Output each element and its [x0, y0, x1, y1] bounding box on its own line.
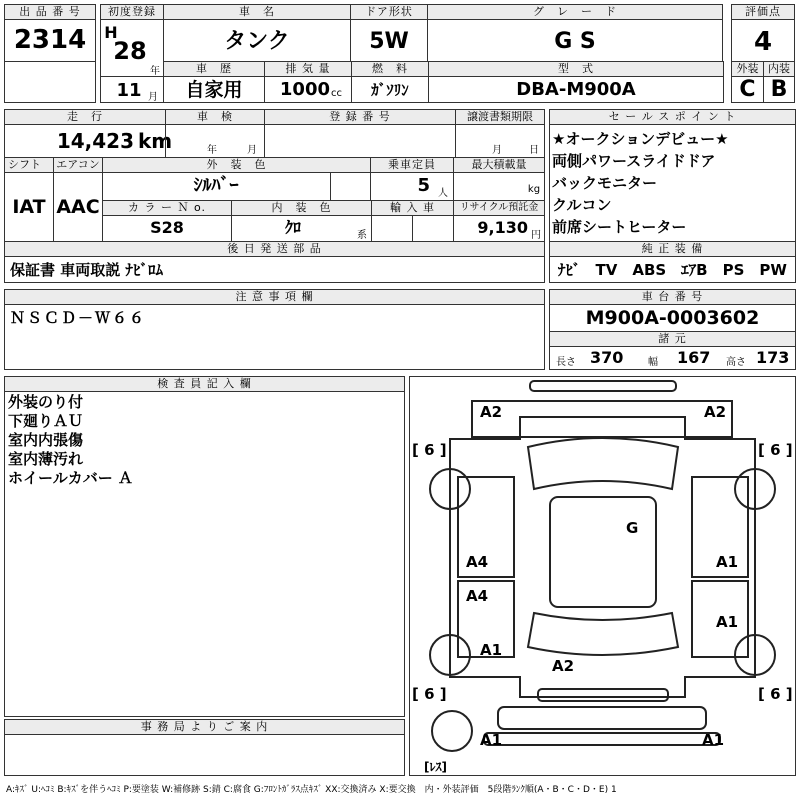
height-label: 高さ: [726, 357, 746, 368]
interior-label: 内装: [763, 61, 795, 77]
capacity-label: 乗車定員: [370, 157, 454, 173]
mark-g: G: [626, 519, 639, 537]
condition-diagram: [409, 376, 796, 776]
aircon-value: AAC: [56, 196, 100, 218]
model-code-label: 型 式: [428, 61, 724, 77]
roof: [550, 497, 656, 607]
length-value: 370: [590, 348, 624, 367]
mileage-unit: km: [138, 129, 173, 153]
int-color-suffix: 系: [357, 230, 367, 241]
history-value: 自家用: [185, 79, 243, 101]
dimensions-label: 諸 元: [549, 331, 796, 347]
rear-panel: [498, 707, 706, 729]
recycle-unit: 円: [531, 230, 541, 241]
ext-color-value: ｼﾙﾊﾞｰ: [193, 175, 239, 196]
later-items-label: 後 日 発 送 部 品: [4, 241, 545, 257]
ext-color-divider: [330, 173, 331, 200]
mark-tire-rl: [ 6 ]: [412, 685, 447, 703]
max-load-unit: kg: [527, 184, 541, 195]
inspection-year-unit: 年: [207, 145, 217, 156]
grade-value: G S: [554, 29, 596, 54]
interior-value: B: [770, 77, 788, 102]
sales-point-item: 両側パワースライドドア: [552, 152, 716, 170]
displacement-unit: cc: [331, 88, 342, 99]
exterior-label: 外装: [731, 61, 764, 77]
spare-tire: [432, 711, 472, 751]
lot-no-label: 出 品 番 号: [4, 4, 96, 20]
first-reg-month: 11: [116, 80, 142, 101]
model-code-value: DBA-M900A: [516, 79, 636, 100]
inspector-line: ホイールカバー Ａ: [8, 469, 133, 487]
grade-label: グ レ ー ド: [427, 4, 723, 20]
mileage-value: 14,423: [56, 129, 134, 153]
transfer-month-unit: 月: [492, 145, 502, 156]
hood-outline: [472, 401, 732, 437]
width-value: 167: [677, 348, 711, 367]
first-reg-year-unit: 年: [150, 66, 160, 77]
later-items-value: 保証書 車両取説 ﾅﾋﾞﾛﾑ: [10, 261, 163, 279]
mark-a1-right-upper: A1: [716, 553, 739, 571]
recycle-value: 9,130: [477, 218, 528, 237]
score-label: 評価点: [731, 4, 795, 20]
equipment-label: 純 正 装 備: [549, 241, 796, 257]
transfer-day-unit: 日: [529, 145, 539, 156]
office-label: 事 務 局 よ り ご 案 内: [4, 719, 405, 735]
car-diagram-svg: [410, 377, 795, 775]
first-reg-year: 28: [113, 37, 147, 65]
score-value: 4: [753, 27, 773, 57]
mark-a2-rear: A2: [552, 657, 575, 675]
int-color-label: 内 装 色: [231, 200, 372, 216]
mark-a4-lower: A4: [466, 587, 489, 605]
import-label: 輸 入 車: [371, 200, 454, 216]
mileage-label: 走 行: [4, 109, 166, 125]
rear-lower: [484, 733, 720, 745]
inspector-line: 室内薄汚れ: [8, 450, 84, 468]
shift-value: IAT: [12, 196, 46, 218]
history-label: 車 歴: [163, 61, 265, 77]
reg-no-box: [264, 124, 456, 158]
lot-no-value: 2314: [13, 25, 87, 55]
mark-a1-right-lower: A1: [716, 613, 739, 631]
door-value: 5W: [369, 29, 409, 54]
first-reg-era: H: [104, 23, 118, 42]
mark-a1-bottom-left: A1: [480, 731, 503, 749]
sales-points-label: セ ー ル ス ポ イ ン ト: [549, 109, 796, 125]
inspector-line: 室内内張傷: [8, 431, 84, 449]
notes-value: ＮＳＣＤ－Ｗ６６: [10, 309, 147, 327]
int-color-value: ｸﾛ: [284, 218, 301, 237]
inspector-label: 検 査 員 記 入 欄: [4, 376, 405, 392]
rear-bumper: [538, 689, 668, 701]
capacity-value: 5: [417, 175, 430, 196]
front-bumper: [530, 381, 676, 391]
legend: A:ｷｽﾞ U:ﾍｺﾐ B:ｷｽﾞを伴うﾍｺﾐ P:要塗装 W:補修跡 S:錆 C:腐食 G:ﾌﾛﾝﾄｶﾞﾗｽ点ｷｽﾞ XX:交換済み X:要交換 内・外装評価 5段階ﾗﾝｸ順(A・B・C・D・E) 1: [6, 785, 617, 795]
width-label: 幅: [648, 357, 658, 368]
inspection-label: 車 検: [165, 109, 265, 125]
windshield: [528, 438, 678, 489]
sales-point-item: 前席シートヒーター: [552, 218, 687, 236]
door-label: ドア形状: [350, 4, 428, 20]
chassis-value: M900A-0003602: [585, 307, 760, 329]
color-no-value: S28: [150, 218, 184, 237]
sales-point-item: ★オークションデビュー★: [552, 130, 729, 148]
mark-tire-fl: [ 6 ]: [412, 441, 447, 459]
reg-no-label: 登 録 番 号: [264, 109, 456, 125]
sales-point-item: バックモニター: [552, 174, 658, 192]
inspection-month-unit: 月: [247, 145, 257, 156]
fuel-label: 燃 料: [351, 61, 429, 77]
first-reg-month-unit: 月: [148, 92, 158, 103]
mark-tire-fr: [ 6 ]: [758, 441, 793, 459]
max-load-label: 最大積載量: [453, 157, 545, 173]
mark-a4-upper: A4: [466, 553, 489, 571]
mark-a2-right: A2: [704, 403, 727, 421]
mark-a2-left: A2: [480, 403, 503, 421]
displacement-value: 1000: [279, 79, 330, 100]
height-value: 173: [756, 348, 790, 367]
shift-label: シフト: [4, 157, 54, 173]
mark-spare: [ﾚｽ]: [424, 760, 447, 774]
sales-point-item: クルコン: [552, 196, 612, 214]
lot-no-lower-box: [4, 61, 96, 103]
notes-label: 注 意 事 項 欄: [4, 289, 545, 305]
inspector-line: 下廻りＡＵ: [8, 412, 84, 430]
equipment-value: ﾅﾋﾞ TV ABS ｴｱB PS PW: [558, 261, 787, 279]
ext-color-label: 外 装 色: [102, 157, 371, 173]
mark-a1-bottom-right: A1: [702, 731, 725, 749]
transfer-label: 譲渡書類期限: [455, 109, 545, 125]
first-reg-divider: [101, 76, 163, 77]
mark-a1-left: A1: [480, 641, 503, 659]
office-box: [4, 734, 405, 776]
displacement-label: 排 気 量: [264, 61, 352, 77]
sales-points-list: [552, 128, 794, 238]
exterior-value: C: [739, 77, 756, 102]
rear-window: [528, 613, 678, 655]
capacity-unit: 人: [438, 188, 448, 199]
chassis-label: 車 台 番 号: [549, 289, 796, 305]
color-no-label: カ ラ ー Ｎ o.: [102, 200, 232, 216]
fuel-value: ｶﾞｿﾘﾝ: [371, 81, 409, 99]
inspector-line: 外装のり付: [8, 393, 84, 411]
car-name-label: 車 名: [163, 4, 351, 20]
first-reg-label: 初度登録: [100, 4, 164, 20]
mark-tire-rr: [ 6 ]: [758, 685, 793, 703]
recycle-label: リサイクル預託金: [453, 200, 545, 216]
car-name-value: タンク: [224, 29, 290, 54]
aircon-label: エアコン: [53, 157, 103, 173]
import-divider: [412, 216, 413, 241]
inspector-lines: [8, 393, 398, 488]
length-label: 長さ: [556, 357, 576, 368]
